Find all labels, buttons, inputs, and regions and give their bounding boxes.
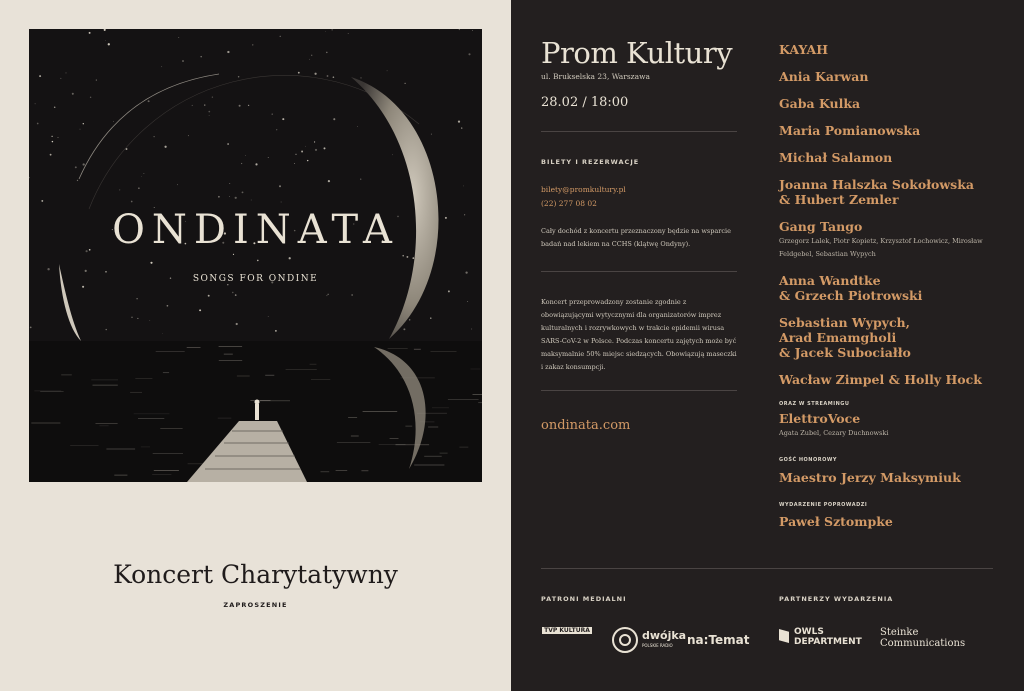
host-name: Paweł Sztompke <box>779 514 893 529</box>
orbit-arc <box>79 74 219 179</box>
figure <box>255 404 259 420</box>
performer-name: Ania Karwan <box>779 69 869 84</box>
polskie-radio-label: POLSKIE RADIO <box>642 643 673 648</box>
charity-note: Cały dochód z koncertu przeznaczony będzie na wsparcie badań nad lekiem na CCHS (klątwę Ondyny). <box>541 227 731 248</box>
owls-department-logo: OWLS DEPARTMENT <box>794 627 862 647</box>
performer-name: Anna Wandtke & Grzech Piotrowski <box>779 273 923 303</box>
owls-icon <box>779 629 789 643</box>
host-heading: WYDARZENIE POPROWADZI <box>779 502 868 508</box>
performer <box>779 273 1009 303</box>
performer-members: Grzegorz Lalek, Piotr Kopietz, Krzysztof Łochowicz, Mirosław Feldgebel, Sebastian Wypych <box>779 237 983 258</box>
divider <box>541 568 993 569</box>
performer-name: Gaba Kulka <box>779 96 861 111</box>
tickets-phone[interactable]: (22) 277 08 02 <box>541 199 597 208</box>
invitation-label: ZAPROSZENIE <box>223 601 288 609</box>
covid-note: Koncert przeprowadzony zostanie zgodnie z obowiązującymi wytycznymi dla organizatorów imprez kulturalnych i rozrywkowych w trakcie epidemii wirusa SARS-CoV-2 w Polsce. Podczas koncertu zajętych może być maksymalnie 50% miejsc siedzących. Obowiązują maseczki i zakaz konsumpcji. <box>541 298 737 371</box>
divider <box>541 390 737 391</box>
tvp-kultura-label: TVP KULTURA <box>544 627 590 634</box>
streaming-members: Agata Zubel, Cezary Duchnowski <box>779 429 889 437</box>
media-patrons-heading: PATRONI MEDIALNI <box>541 595 627 603</box>
performer-name: Sebastian Wypych, Arad Emamgholi & Jacek Subociałło <box>779 315 911 360</box>
steinke-communications-logo: Steinke Communications <box>880 627 966 649</box>
partners-heading: PARTNERZY WYDARZENIA <box>779 595 894 603</box>
performer-name: Gang Tango <box>779 219 863 234</box>
performer <box>779 372 1009 387</box>
natemat-logo: na:Temat <box>687 633 750 647</box>
website-link[interactable]: ondinata.com <box>541 418 631 433</box>
performer-name: Wacław Zimpel & Holly Hock <box>779 372 982 387</box>
divider <box>541 271 737 272</box>
invitation-left-panel <box>0 0 511 691</box>
performer-name: Maria Pomianowska <box>779 123 921 138</box>
performer <box>779 96 1009 111</box>
album-cover <box>29 29 482 482</box>
concert-title: Koncert Charytatywny <box>113 560 398 589</box>
tickets-email-link[interactable]: bilety@promkultury.pl <box>541 185 626 194</box>
performer <box>779 123 1009 138</box>
performer <box>779 69 1009 84</box>
streaming-heading: ORAZ W STREAMINGU <box>779 401 850 407</box>
performer-name: Michał Salamon <box>779 150 893 165</box>
invitation-right-panel <box>511 0 1024 691</box>
album-subtitle: SONGS FOR ONDINE <box>192 274 319 284</box>
event-datetime: 28.02 / 18:00 <box>541 95 629 110</box>
performers-list <box>779 42 1009 529</box>
tvp-kultura-logo <box>541 627 593 634</box>
dwojka-icon <box>612 627 638 653</box>
performer <box>779 219 1009 261</box>
venue-name: Prom Kultury <box>541 36 733 70</box>
guest-name: Maestro Jerzy Maksymiuk <box>779 470 961 485</box>
performer <box>779 315 1009 360</box>
divider <box>541 131 737 132</box>
tickets-heading: BILETY I REZERWACJE <box>541 158 640 166</box>
performer <box>779 177 1009 207</box>
album-title: ONDINATA <box>112 207 399 253</box>
performer <box>779 150 1009 165</box>
guest-heading: GOŚĆ HONOROWY <box>779 457 837 463</box>
stars <box>29 29 473 334</box>
performer <box>779 42 1009 57</box>
night-sea-illustration <box>29 29 482 482</box>
streaming-performer: ElettroVoce <box>779 411 861 426</box>
venue-address: ul. Brukselska 23, Warszawa <box>541 72 650 81</box>
performer-name: KAYAH <box>779 42 829 57</box>
performer-name: Joanna Halszka Sokołowska & Hubert Zemler <box>779 177 974 207</box>
dwojka-logo: dwójka <box>642 629 687 642</box>
